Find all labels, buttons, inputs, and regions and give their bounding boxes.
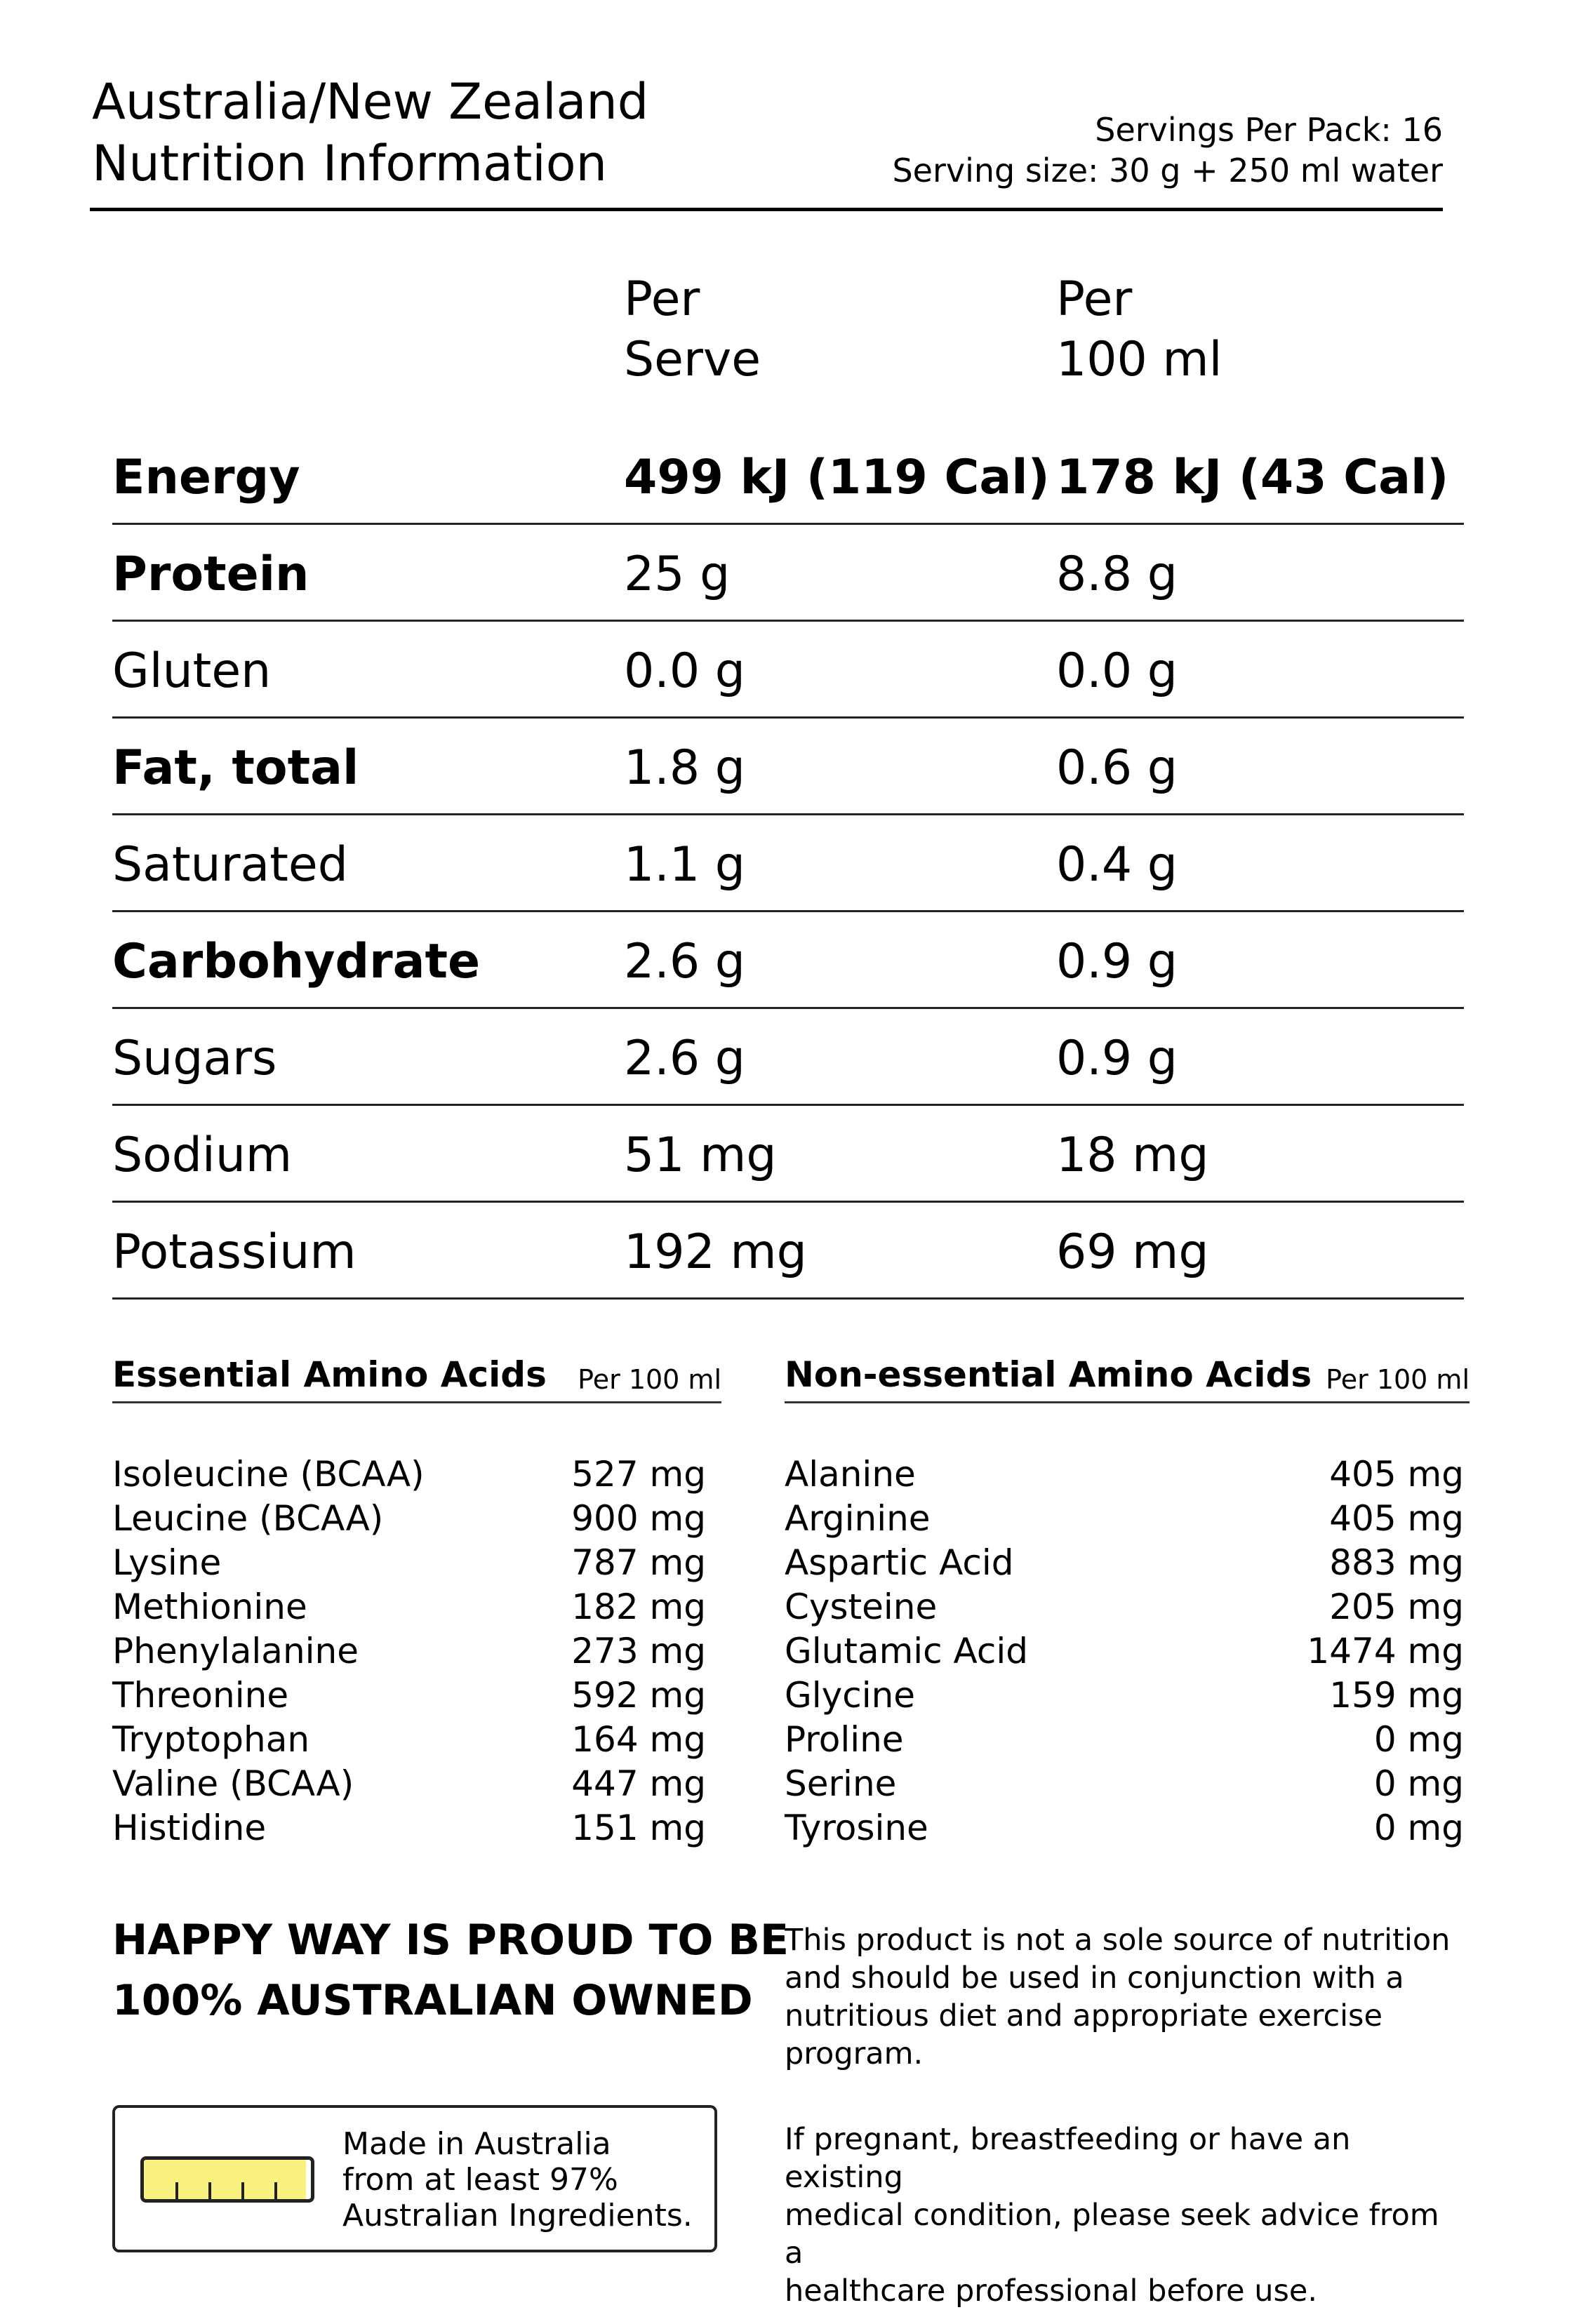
disclaimer-line: and should be used in conjunction with a <box>785 1961 1404 1996</box>
amino-value: 0 mg <box>1373 1719 1464 1760</box>
amino-value: 273 mg <box>571 1631 706 1671</box>
amino-value: 205 mg <box>1329 1587 1464 1627</box>
amino-value: 164 mg <box>571 1719 706 1760</box>
row-divider <box>112 620 1464 622</box>
amino-name: Arginine <box>785 1498 931 1539</box>
nutrient-row-energy <box>112 429 1464 525</box>
serving-size: Serving size: 30 g + 250 ml water <box>892 152 1443 189</box>
essential-amino-table <box>112 1354 721 1850</box>
disclaimer-line: medical condition, please seek advice from a <box>785 2198 1439 2271</box>
amino-name: Glutamic Acid <box>785 1631 1028 1671</box>
nutrient-row-potassium <box>112 1204 1464 1300</box>
amino-value: 1474 mg <box>1307 1631 1464 1671</box>
header-divider <box>90 208 1443 211</box>
essential-amino-list <box>112 1452 721 1850</box>
amino-value: 883 mg <box>1329 1542 1464 1583</box>
amino-name: Cysteine <box>785 1587 938 1627</box>
nutrient-name: Saturated <box>112 836 348 893</box>
ingredient-meter-icon <box>140 2156 314 2203</box>
amino-name: Alanine <box>785 1454 916 1495</box>
amino-value: 405 mg <box>1329 1498 1464 1539</box>
amino-name: Lysine <box>112 1542 222 1583</box>
nutrient-row-gluten <box>112 623 1464 719</box>
nutrient-per-100ml: 0.9 g <box>1056 933 1178 989</box>
amino-value: 151 mg <box>571 1808 706 1848</box>
nonessential-amino-table <box>785 1354 1470 1850</box>
amino-name: Proline <box>785 1719 904 1760</box>
disclaimer-line: program. <box>785 2036 924 2071</box>
amino-name: Tyrosine <box>785 1808 928 1848</box>
nutrient-per-serve: 2.6 g <box>624 933 745 989</box>
amino-item <box>785 1585 1464 1629</box>
nutrient-row-protein <box>112 526 1464 622</box>
nutrient-row-fat-total <box>112 720 1464 815</box>
amino-name: Threonine <box>112 1675 289 1716</box>
amino-name: Tryptophan <box>112 1719 310 1760</box>
amino-name: Methionine <box>112 1587 307 1627</box>
made-line-1: Made in Australia <box>342 2126 611 2162</box>
amino-item <box>112 1497 706 1541</box>
nonessential-amino-title: Non-essential Amino Acids <box>785 1354 1312 1395</box>
nutrient-per-100ml: 8.8 g <box>1056 546 1178 602</box>
nutrient-row-saturated <box>112 817 1464 912</box>
amino-item <box>112 1541 706 1585</box>
meter-tick <box>241 2182 244 2199</box>
proud-line-2: 100% AUSTRALIAN OWNED <box>112 1976 753 2025</box>
disclaimer-nutrition <box>785 1921 1465 2073</box>
amino-name: Isoleucine (BCAA) <box>112 1454 425 1495</box>
made-line-2: from at least 97% <box>342 2162 618 2198</box>
meter-tick <box>208 2182 211 2199</box>
ingredient-meter-fill <box>144 2160 306 2199</box>
amino-value: 447 mg <box>571 1763 706 1804</box>
nutrient-per-serve: 0.0 g <box>624 643 745 699</box>
nonessential-amino-list <box>785 1452 1470 1850</box>
proud-line-1: HAPPY WAY IS PROUD TO BE <box>112 1916 789 1965</box>
amino-item <box>112 1585 706 1629</box>
amino-name: Glycine <box>785 1675 916 1716</box>
nutrient-name: Energy <box>112 449 300 505</box>
row-divider <box>112 910 1464 912</box>
nonessential-amino-divider <box>785 1401 1470 1403</box>
nutrient-row-sugars <box>112 1010 1464 1106</box>
nutrient-name: Sodium <box>112 1127 293 1183</box>
amino-value: 592 mg <box>571 1675 706 1716</box>
amino-item <box>112 1718 706 1762</box>
amino-item <box>112 1629 706 1674</box>
row-divider <box>112 813 1464 815</box>
amino-value: 405 mg <box>1329 1454 1464 1495</box>
title-line-2: Nutrition Information <box>92 135 607 192</box>
amino-item <box>785 1541 1464 1585</box>
col-per-serve-line-2: Serve <box>624 332 761 387</box>
amino-name: Valine (BCAA) <box>112 1763 354 1804</box>
nutrient-per-serve: 51 mg <box>624 1127 777 1183</box>
meter-tick <box>274 2182 277 2199</box>
nutrient-name: Fat, total <box>112 740 359 796</box>
disclaimer-line: This product is not a sole source of nutrition <box>785 1923 1451 1958</box>
amino-value: 527 mg <box>571 1454 706 1495</box>
disclaimer-line: healthcare professional before use. <box>785 2273 1318 2309</box>
amino-item <box>785 1674 1464 1718</box>
row-divider <box>112 1007 1464 1009</box>
nutrient-row-carbohydrate <box>112 914 1464 1009</box>
made-in-australia-text <box>342 2126 693 2233</box>
essential-amino-divider <box>112 1401 721 1403</box>
amino-item <box>785 1629 1464 1674</box>
row-divider <box>112 523 1464 525</box>
nutrient-per-serve: 499 kJ (119 Cal) <box>624 449 1050 505</box>
amino-item <box>785 1718 1464 1762</box>
amino-item <box>785 1762 1464 1806</box>
nutrient-name: Sugars <box>112 1030 277 1086</box>
australian-owned-statement <box>112 1910 789 2031</box>
amino-value: 182 mg <box>571 1587 706 1627</box>
amino-name: Phenylalanine <box>112 1631 359 1671</box>
amino-item <box>112 1452 706 1497</box>
nutrient-per-serve: 2.6 g <box>624 1030 745 1086</box>
essential-amino-unit: Per 100 ml <box>578 1364 721 1395</box>
essential-amino-header <box>112 1354 721 1403</box>
nutrient-per-serve: 25 g <box>624 546 731 602</box>
amino-item <box>112 1762 706 1806</box>
amino-item <box>785 1497 1464 1541</box>
amino-item <box>785 1806 1464 1850</box>
col-per-serve-line-1: Per <box>624 272 700 327</box>
amino-name: Leucine (BCAA) <box>112 1498 384 1539</box>
col-per-100-line-1: Per <box>1056 272 1133 327</box>
nutrient-per-100ml: 18 mg <box>1056 1127 1209 1183</box>
amino-name: Aspartic Acid <box>785 1542 1014 1583</box>
amino-item <box>112 1674 706 1718</box>
row-divider <box>112 1104 1464 1106</box>
nutrient-per-100ml: 0.0 g <box>1056 643 1178 699</box>
disclaimer-line: If pregnant, breastfeeding or have an existing <box>785 2122 1351 2195</box>
amino-item <box>785 1452 1464 1497</box>
nutrient-per-100ml: 0.6 g <box>1056 740 1178 796</box>
nutrient-per-serve: 1.1 g <box>624 836 745 893</box>
disclaimer-medical <box>785 2121 1465 2310</box>
nutrient-per-100ml: 69 mg <box>1056 1224 1209 1280</box>
amino-value: 0 mg <box>1373 1808 1464 1848</box>
amino-value: 0 mg <box>1373 1763 1464 1804</box>
amino-value: 787 mg <box>571 1542 706 1583</box>
nutrient-per-serve: 192 mg <box>624 1224 807 1280</box>
nutrient-per-serve: 1.8 g <box>624 740 745 796</box>
essential-amino-title: Essential Amino Acids <box>112 1354 547 1395</box>
nutrient-name: Potassium <box>112 1224 357 1280</box>
nutrient-name: Carbohydrate <box>112 933 481 989</box>
nonessential-amino-header <box>785 1354 1470 1403</box>
nutrient-per-100ml: 0.4 g <box>1056 836 1178 893</box>
row-divider <box>112 1297 1464 1300</box>
title-line-1: Australia/New Zealand <box>92 73 649 131</box>
servings-per-pack: Servings Per Pack: 16 <box>1095 111 1443 149</box>
row-divider <box>112 716 1464 719</box>
amino-value: 159 mg <box>1329 1675 1464 1716</box>
meter-tick <box>175 2182 178 2199</box>
nutrient-per-100ml: 0.9 g <box>1056 1030 1178 1086</box>
nutrient-name: Protein <box>112 546 309 602</box>
nutrient-name: Gluten <box>112 643 272 699</box>
amino-item <box>112 1806 706 1850</box>
nutrient-row-sodium <box>112 1107 1464 1203</box>
made-in-australia-box <box>112 2105 717 2252</box>
nutrient-per-100ml: 178 kJ (43 Cal) <box>1056 449 1449 505</box>
amino-value: 900 mg <box>571 1498 706 1539</box>
nonessential-amino-unit: Per 100 ml <box>1326 1364 1470 1395</box>
col-per-100-line-2: 100 ml <box>1056 332 1222 387</box>
made-line-3: Australian Ingredients. <box>342 2198 693 2233</box>
amino-name: Histidine <box>112 1808 267 1848</box>
row-divider <box>112 1201 1464 1203</box>
disclaimer-line: nutritious diet and appropriate exercise <box>785 1998 1383 2034</box>
amino-name: Serine <box>785 1763 897 1804</box>
